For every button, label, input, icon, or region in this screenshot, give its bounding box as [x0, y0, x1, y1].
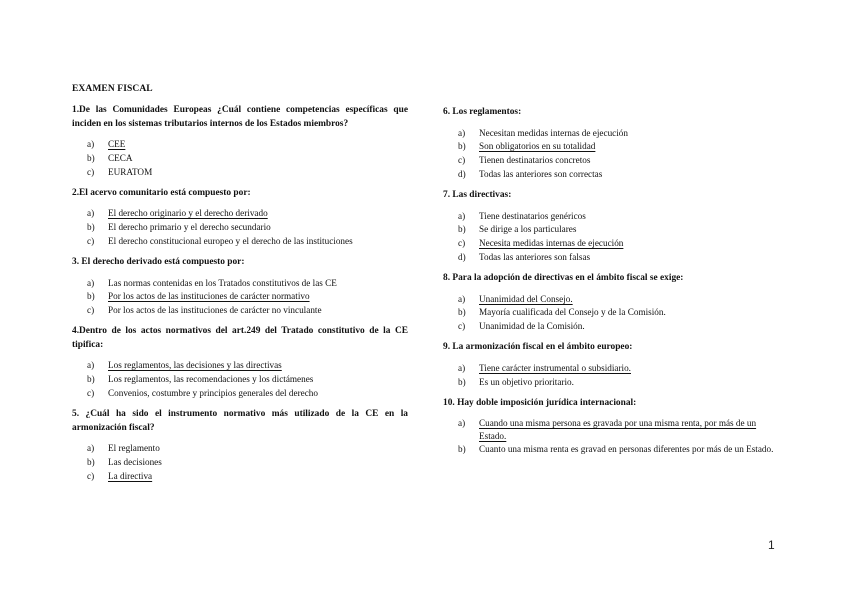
- option-text: Todas las anteriores son falsas: [479, 251, 591, 262]
- question-1: [72, 104, 408, 178]
- option-5a: a) El reglamento: [87, 443, 160, 454]
- question-5: [72, 408, 408, 482]
- option-3b: b) Por los actos de las instituciones de carácter normativo: [87, 291, 310, 302]
- option-text: Por los actos de las instituciones de carácter no vinculante: [108, 305, 322, 316]
- option-7c: c) Necesita medidas internas de ejecución: [458, 238, 624, 249]
- question-2-text: 2.El acervo comunitario está compuesto por:: [72, 187, 251, 198]
- option-text: Tiene carácter instrumental o subsidiario.: [479, 362, 631, 373]
- option-3c: c) Por los actos de las instituciones de carácter no vinculante: [87, 305, 322, 316]
- option-text: El reglamento: [108, 443, 160, 454]
- question-6: [443, 106, 779, 180]
- left-column: [72, 104, 408, 484]
- question-1-options: [72, 138, 408, 178]
- option-text: CEE: [108, 139, 126, 149]
- option-6a: a) Necesitan medidas internas de ejecución: [458, 127, 628, 138]
- option-6d: d) Todas las anteriores son correctas: [458, 168, 603, 179]
- option-4b: b) Los reglamentos, las recomendaciones y los dictámenes: [87, 374, 314, 385]
- option-6c: c) Tienen destinatarios concretos: [458, 155, 591, 166]
- option-4c: c) Convenios, costumbre y principios generales del derecho: [87, 387, 318, 398]
- option-text: EURATOM: [108, 166, 153, 177]
- option-7a: a) Tiene destinatarios genéricos: [458, 210, 586, 221]
- option-1c: c) EURATOM: [87, 166, 153, 177]
- option-text: La directiva: [108, 470, 153, 481]
- option-text: Son obligatorios en su totalidad: [479, 141, 596, 152]
- option-5c: c) La directiva: [87, 470, 153, 481]
- option-9b: b) Es un objetivo prioritario.: [458, 376, 574, 387]
- option-text: Cuando una misma persona es gravada por una misma renta, por más de un Estado.: [479, 418, 757, 441]
- question-9-text: 9. La armonización fiscal en el ámbito europeo:: [443, 342, 633, 353]
- document-title: EXAMEN FISCAL: [72, 84, 153, 94]
- option-4a: a) Los reglamentos, las decisiones y las directivas: [87, 360, 282, 371]
- option-8b: b) Mayoría cualificada del Consejo y de la Comisión.: [458, 307, 666, 318]
- option-6b: b) Son obligatorios en su totalidad: [458, 141, 596, 152]
- option-text: Mayoría cualificada del Consejo y de la Comisión.: [479, 307, 666, 318]
- question-5-text: 5. ¿Cuál ha sido el instrumento normativo más utilizado de la CE en la armonización fiscal?: [72, 409, 408, 433]
- option-10b: b) Cuanto una misma renta es gravad en personas diferentes por más de un Estado.: [458, 444, 774, 455]
- option-text: Los reglamentos, las decisiones y las directivas: [108, 360, 282, 371]
- question-1-text: 1.De las Comunidades Europeas ¿Cuál contiene competencias específicas que inciden en los sistemas tributarios internos de los Estados miembros?: [72, 105, 408, 129]
- option-text: Los reglamentos, las recomendaciones y los dictámenes: [108, 374, 314, 385]
- option-text: Necesita medidas internas de ejecución: [479, 238, 624, 249]
- question-7: [443, 189, 779, 263]
- option-text: Unanimidad del Consejo.: [479, 293, 573, 304]
- question-4-text: 4.Dentro de los actos normativos del art.249 del Tratado constitutivo de la CE tipifica:: [72, 326, 408, 350]
- option-text: Tiene destinatarios genéricos: [479, 210, 586, 221]
- option-text: CECA: [108, 152, 133, 163]
- question-3: [72, 256, 408, 316]
- option-9a: a) Tiene carácter instrumental o subsidiario.: [458, 362, 631, 373]
- option-2b: b) El derecho primario y el derecho secundario: [87, 222, 271, 233]
- question-6-text: 6. Los reglamentos:: [443, 107, 522, 117]
- question-7-text: 7. Las directivas:: [443, 190, 512, 201]
- option-text: Las normas contenidas en los Tratados constitutivos de las CE: [108, 277, 337, 288]
- option-text: Convenios, costumbre y principios generales del derecho: [108, 387, 318, 398]
- question-9: [443, 341, 779, 388]
- question-2: [72, 187, 408, 247]
- option-3a: a) Las normas contenidas en los Tratados constitutivos de las CE: [87, 277, 337, 288]
- question-3-text: 3. El derecho derivado está compuesto por:: [72, 257, 245, 268]
- option-8a: a) Unanimidad del Consejo.: [458, 293, 573, 304]
- option-text: Todas las anteriores son correctas: [479, 168, 603, 179]
- option-5b: b) Las decisiones: [87, 456, 162, 467]
- option-1b: b) CECA: [87, 152, 133, 163]
- option-text: Tienen destinatarios concretos: [479, 155, 591, 166]
- option-7b: b) Se dirige a los particulares: [458, 224, 577, 235]
- option-10a: a) Cuando una misma persona es gravada por una misma renta, por más de un Estado.: [458, 418, 757, 441]
- page-number: 1: [768, 538, 775, 552]
- option-text: El derecho constitucional europeo y el derecho de las instituciones: [108, 235, 353, 246]
- option-text: Es un objetivo prioritario.: [479, 376, 574, 387]
- option-1a: a) CEE: [87, 139, 126, 149]
- option-text: Por los actos de las instituciones de carácter normativo: [108, 291, 310, 302]
- right-column: [443, 106, 779, 457]
- option-8c: c) Unanimidad de la Comisión.: [458, 321, 585, 332]
- question-10-text: 10. Hay doble imposición jurídica internacional:: [443, 397, 637, 408]
- option-text: Unanimidad de la Comisión.: [479, 321, 585, 332]
- option-text: Las decisiones: [108, 456, 162, 467]
- option-2c: c) El derecho constitucional europeo y el derecho de las instituciones: [87, 235, 353, 246]
- question-10: [443, 397, 779, 456]
- question-8-text: 8. Para la adopción de directivas en el ámbito fiscal se exige:: [443, 273, 684, 284]
- option-text: Se dirige a los particulares: [479, 224, 577, 235]
- option-2a: a) El derecho originario y el derecho derivado: [87, 208, 268, 219]
- option-text: Necesitan medidas internas de ejecución: [479, 127, 628, 138]
- option-text: El derecho primario y el derecho secundario: [108, 222, 271, 233]
- option-text: El derecho originario y el derecho derivado: [108, 208, 268, 219]
- option-7d: d) Todas las anteriores son falsas: [458, 251, 591, 262]
- question-4: [72, 325, 408, 399]
- option-text: Cuanto una misma renta es gravad en personas diferentes por más de un Estado.: [479, 444, 774, 455]
- question-8: [443, 272, 779, 332]
